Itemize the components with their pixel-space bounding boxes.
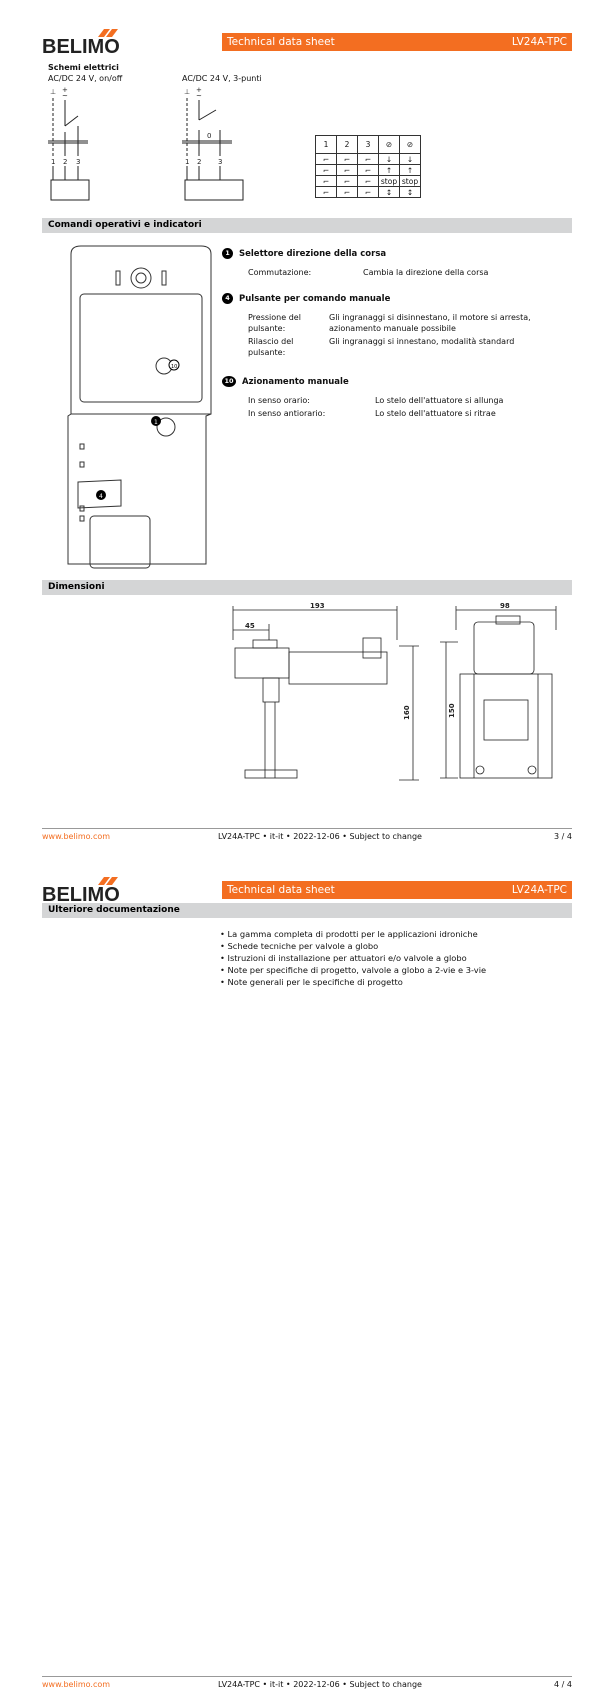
callout-10-icon: 10 (222, 376, 236, 387)
model-number: LV24A-TPC (511, 884, 567, 896)
belimo-logo (42, 875, 122, 903)
rotation-ccw-icon: ⊘ (379, 136, 400, 154)
svg-text:1: 1 (185, 158, 190, 166)
svg-text:10: 10 (171, 364, 178, 370)
svg-text:0: 0 (207, 132, 212, 140)
footer (42, 1680, 572, 1689)
svg-text:⊥: ⊥ (50, 88, 57, 96)
section-dimensions: Dimensioni (42, 580, 572, 595)
svg-text:BELIMO: BELIMO (42, 36, 120, 55)
dim-98: 98 (500, 602, 510, 610)
wiring-onoff-label: AC/DC 24 V, on/off (48, 74, 123, 83)
list-item: • Note generali per le specifiche di progetto (220, 976, 486, 988)
header-bar (222, 33, 572, 51)
callout-4-icon: 4 (222, 293, 233, 304)
model-number: LV24A-TPC (511, 36, 567, 48)
control-item-1: 1 Selettore direzione della corsa Commutazione: Cambia la direzione della corsa (222, 248, 572, 278)
dimension-drawing-front (438, 600, 568, 790)
actuator-front-illustration (66, 244, 216, 574)
footer-rule (42, 1676, 572, 1677)
wiring-diagram-3point (182, 86, 252, 204)
control-item-10: 10 Azionamento manuale In senso orario: Lo stelo dell'attuatore si allunga In senso antiorario: Lo stelo dell'attuatore si ritrae (222, 376, 572, 419)
svg-text:+: + (62, 86, 68, 94)
footer-doc-info: LV24A-TPC • it-it • 2022-12-06 • Subject to change (218, 832, 422, 841)
terminal-3: 3 (76, 158, 81, 166)
callout-1-icon: 1 (222, 248, 233, 259)
rotation-cw-icon: ⊘ (400, 136, 421, 154)
footer-link[interactable]: www.belimo.com (42, 832, 111, 841)
svg-text:BELIMO: BELIMO (42, 884, 120, 903)
page-number: 3 / 4 (554, 832, 572, 841)
svg-text:4: 4 (99, 493, 103, 500)
section-further-documentation: Ulteriore documentazione (42, 903, 572, 918)
switching-table: 1 2 3 ⊘ ⊘ ⌐ ⌐ ⌐ ↓ ↓ ⌐ ⌐ ⌐ ↑ ↑ ⌐ ⌐ ⌐ stop stop ⌐ ⌐ ⌐ ↕ ↕ (315, 135, 421, 198)
list-item: • Schede tecniche per valvole a globo (220, 940, 486, 952)
list-item: • Note per specifiche di progetto, valvole a globo a 2-vie e 3-vie (220, 964, 486, 976)
list-item: • Istruzioni di installazione per attuatori e/o valvole a globo (220, 952, 486, 964)
dim-150: 150 (448, 703, 456, 718)
document-title: Technical data sheet (227, 36, 335, 48)
svg-text:1: 1 (154, 419, 158, 426)
dim-160: 160 (403, 705, 411, 720)
footer-rule (42, 828, 572, 829)
wiring-3point-label: AC/DC 24 V, 3-punti (182, 74, 262, 83)
wiring-heading: Schemi elettrici (48, 63, 119, 72)
svg-text:3: 3 (218, 158, 223, 166)
svg-text:+: + (196, 86, 202, 94)
dim-45: 45 (245, 622, 255, 630)
dim-193: 193 (310, 602, 325, 610)
page-4 (0, 848, 600, 1696)
terminal-1: 1 (51, 158, 56, 166)
belimo-logo (42, 27, 122, 55)
document-title: Technical data sheet (227, 884, 335, 896)
footer-doc-info: LV24A-TPC • it-it • 2022-12-06 • Subject to change (218, 1680, 422, 1689)
list-item: • La gamma completa di prodotti per le applicazioni idroniche (220, 928, 486, 940)
terminal-2: 2 (63, 158, 68, 166)
control-item-4: 4 Pulsante per comando manuale Pressione del pulsante: Gli ingranaggi si disinnestano, il motore si arresta, azionamento manuale possibile Rilascio del pulsante: Gli ingranaggi si innestano, modalità standard (222, 293, 572, 358)
documentation-list (220, 928, 486, 988)
svg-text:⊥: ⊥ (184, 88, 191, 96)
svg-text:~: ~ (62, 92, 68, 100)
page-number: 4 / 4 (554, 1680, 572, 1689)
dimension-drawing-side (225, 600, 425, 790)
svg-text:~: ~ (196, 92, 202, 100)
header-bar (222, 881, 572, 899)
svg-text:2: 2 (197, 158, 202, 166)
wiring-diagram-onoff (48, 86, 108, 204)
section-controls: Comandi operativi e indicatori (42, 218, 572, 233)
footer-link[interactable]: www.belimo.com (42, 1680, 111, 1689)
footer (42, 832, 572, 841)
